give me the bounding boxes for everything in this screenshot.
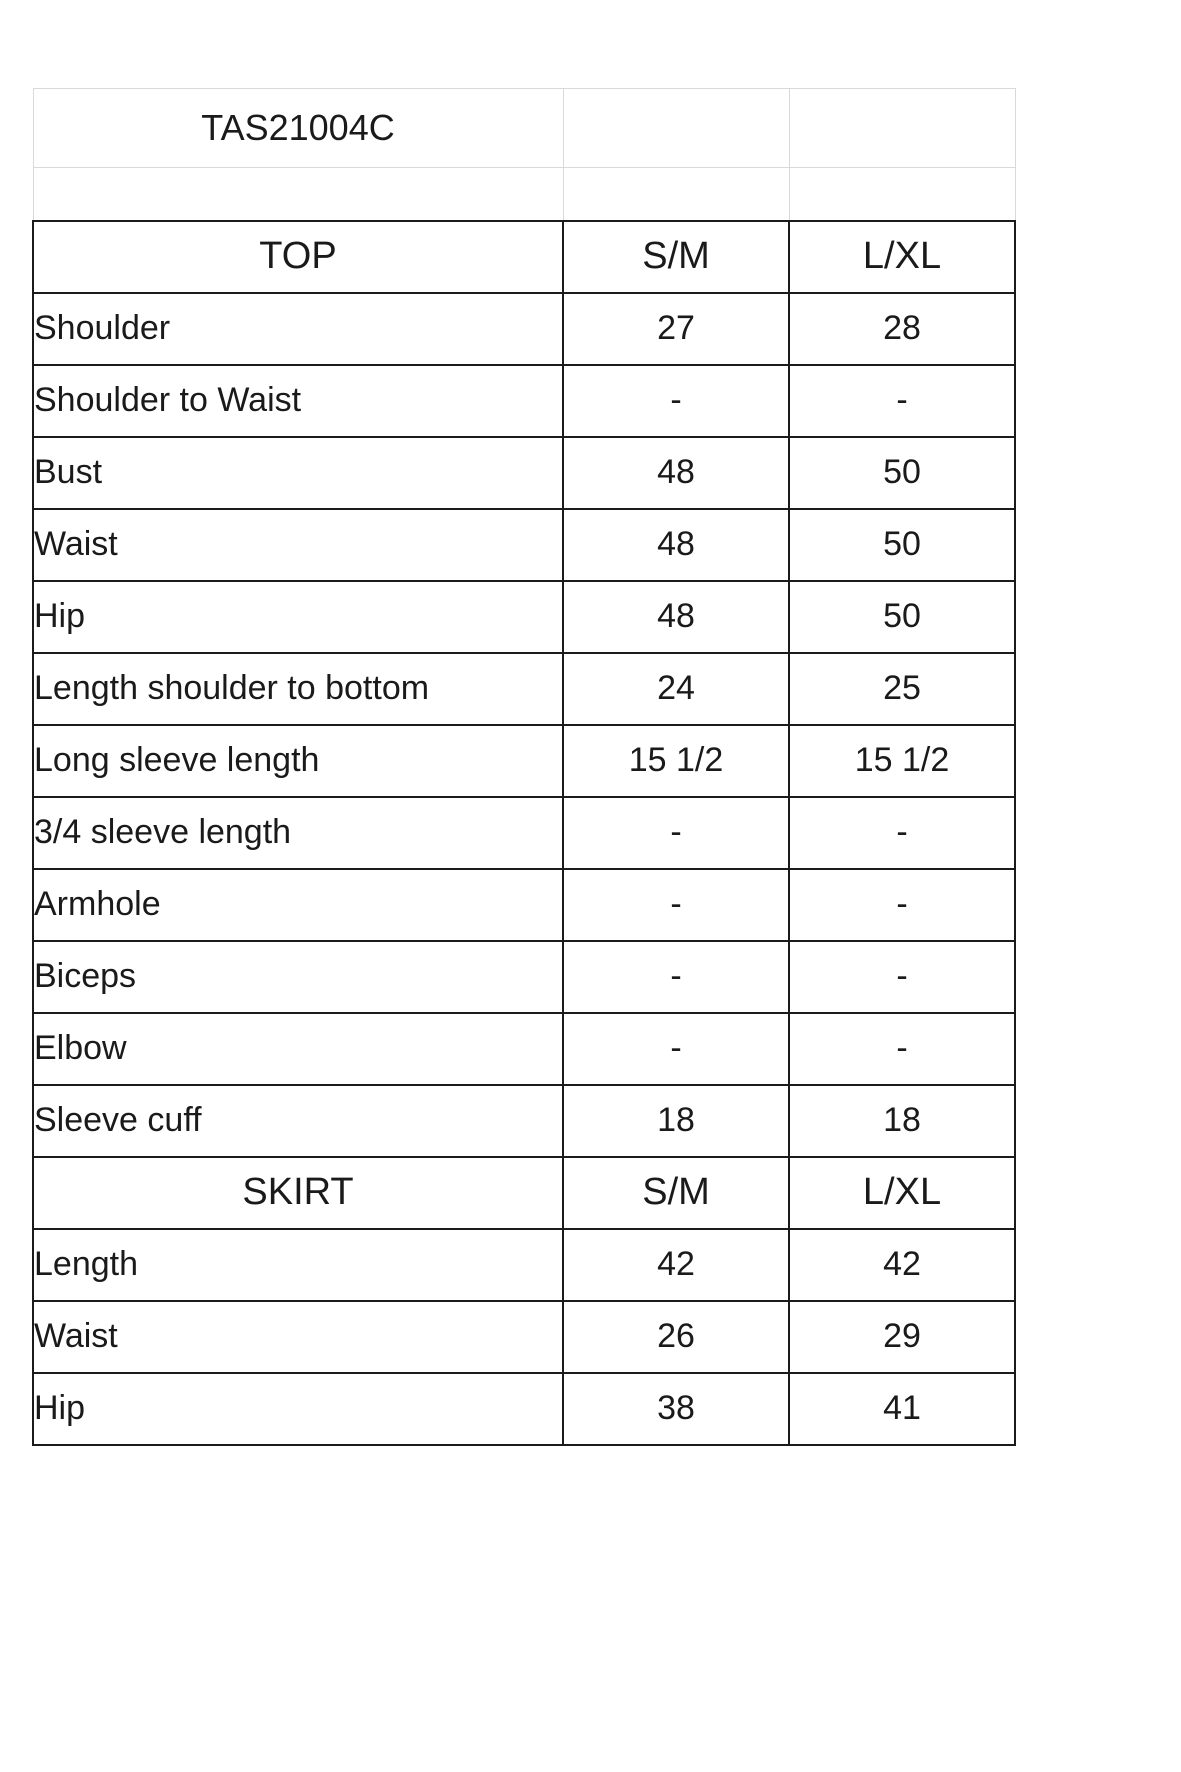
measure-value-lxl: - bbox=[789, 941, 1015, 1013]
measure-value-sm: - bbox=[563, 365, 789, 437]
measure-value-sm: - bbox=[563, 797, 789, 869]
section-size-skirt-sm: S/M bbox=[563, 1157, 789, 1229]
measure-value-lxl: 42 bbox=[789, 1229, 1015, 1301]
style-code-text: TAS21004C bbox=[201, 106, 395, 148]
section-title-top: TOP bbox=[33, 221, 563, 293]
table-row bbox=[33, 293, 1015, 365]
measure-label: Bust bbox=[33, 437, 563, 509]
measure-value-lxl: - bbox=[789, 365, 1015, 437]
measure-value-sm: 15 1/2 bbox=[563, 725, 789, 797]
measure-value-sm: - bbox=[563, 1013, 789, 1085]
measure-label: Sleeve cuff bbox=[33, 1085, 563, 1157]
measure-label: Elbow bbox=[33, 1013, 563, 1085]
measure-label: Waist bbox=[33, 1301, 563, 1373]
spacer-cell-lxl bbox=[789, 168, 1015, 222]
measure-label: Waist bbox=[33, 509, 563, 581]
table-row bbox=[33, 437, 1015, 509]
measure-value-lxl: 50 bbox=[789, 437, 1015, 509]
measure-value-sm: 42 bbox=[563, 1229, 789, 1301]
measure-value-sm: 38 bbox=[563, 1373, 789, 1445]
measure-label: Armhole bbox=[33, 869, 563, 941]
measure-value-lxl: 50 bbox=[789, 509, 1015, 581]
measure-value-lxl: 29 bbox=[789, 1301, 1015, 1373]
table-row bbox=[33, 653, 1015, 725]
table-row bbox=[33, 509, 1015, 581]
table-row bbox=[33, 725, 1015, 797]
measure-value-lxl: 41 bbox=[789, 1373, 1015, 1445]
table-row bbox=[33, 1229, 1015, 1301]
style-code-blank-sm bbox=[563, 89, 789, 168]
section-size-top-sm: S/M bbox=[563, 221, 789, 293]
style-code-row bbox=[33, 89, 1015, 168]
measure-value-lxl: - bbox=[789, 1013, 1015, 1085]
style-code-cell bbox=[33, 89, 563, 168]
section-header-skirt bbox=[33, 1157, 1015, 1229]
measure-value-lxl: 28 bbox=[789, 293, 1015, 365]
measure-label: Hip bbox=[33, 1373, 563, 1445]
section-size-skirt-lxl: L/XL bbox=[789, 1157, 1015, 1229]
measure-value-sm: 26 bbox=[563, 1301, 789, 1373]
table-row bbox=[33, 869, 1015, 941]
measure-value-sm: 48 bbox=[563, 581, 789, 653]
table-row bbox=[33, 797, 1015, 869]
spacer-cell-sm bbox=[563, 168, 789, 222]
measure-label: Length shoulder to bottom bbox=[33, 653, 563, 725]
measure-label: Hip bbox=[33, 581, 563, 653]
measure-label: Shoulder to Waist bbox=[33, 365, 563, 437]
spacer-row bbox=[33, 168, 1015, 222]
measure-value-sm: - bbox=[563, 941, 789, 1013]
table-row bbox=[33, 1301, 1015, 1373]
measure-value-lxl: - bbox=[789, 869, 1015, 941]
measure-value-sm: 48 bbox=[563, 509, 789, 581]
table-row bbox=[33, 941, 1015, 1013]
section-title-skirt: SKIRT bbox=[33, 1157, 563, 1229]
measure-label: Shoulder bbox=[33, 293, 563, 365]
measure-label: Long sleeve length bbox=[33, 725, 563, 797]
measure-value-lxl: 18 bbox=[789, 1085, 1015, 1157]
style-code-blank-lxl bbox=[789, 89, 1015, 168]
measure-value-lxl: 50 bbox=[789, 581, 1015, 653]
measure-label: Length bbox=[33, 1229, 563, 1301]
table-row bbox=[33, 1085, 1015, 1157]
size-chart-table bbox=[32, 88, 1016, 1446]
table-row bbox=[33, 1373, 1015, 1445]
section-header-top bbox=[33, 221, 1015, 293]
measure-label: 3/4 sleeve length bbox=[33, 797, 563, 869]
measure-value-sm: 24 bbox=[563, 653, 789, 725]
measure-value-lxl: - bbox=[789, 797, 1015, 869]
measure-value-sm: - bbox=[563, 869, 789, 941]
table-row bbox=[33, 365, 1015, 437]
table-row bbox=[33, 581, 1015, 653]
measure-label: Biceps bbox=[33, 941, 563, 1013]
measure-value-lxl: 25 bbox=[789, 653, 1015, 725]
measure-value-sm: 18 bbox=[563, 1085, 789, 1157]
section-size-top-lxl: L/XL bbox=[789, 221, 1015, 293]
table-row bbox=[33, 1013, 1015, 1085]
spacer-cell-label bbox=[33, 168, 563, 222]
measure-value-lxl: 15 1/2 bbox=[789, 725, 1015, 797]
size-chart-table-wrapper bbox=[32, 88, 1014, 1446]
measure-value-sm: 27 bbox=[563, 293, 789, 365]
measure-value-sm: 48 bbox=[563, 437, 789, 509]
